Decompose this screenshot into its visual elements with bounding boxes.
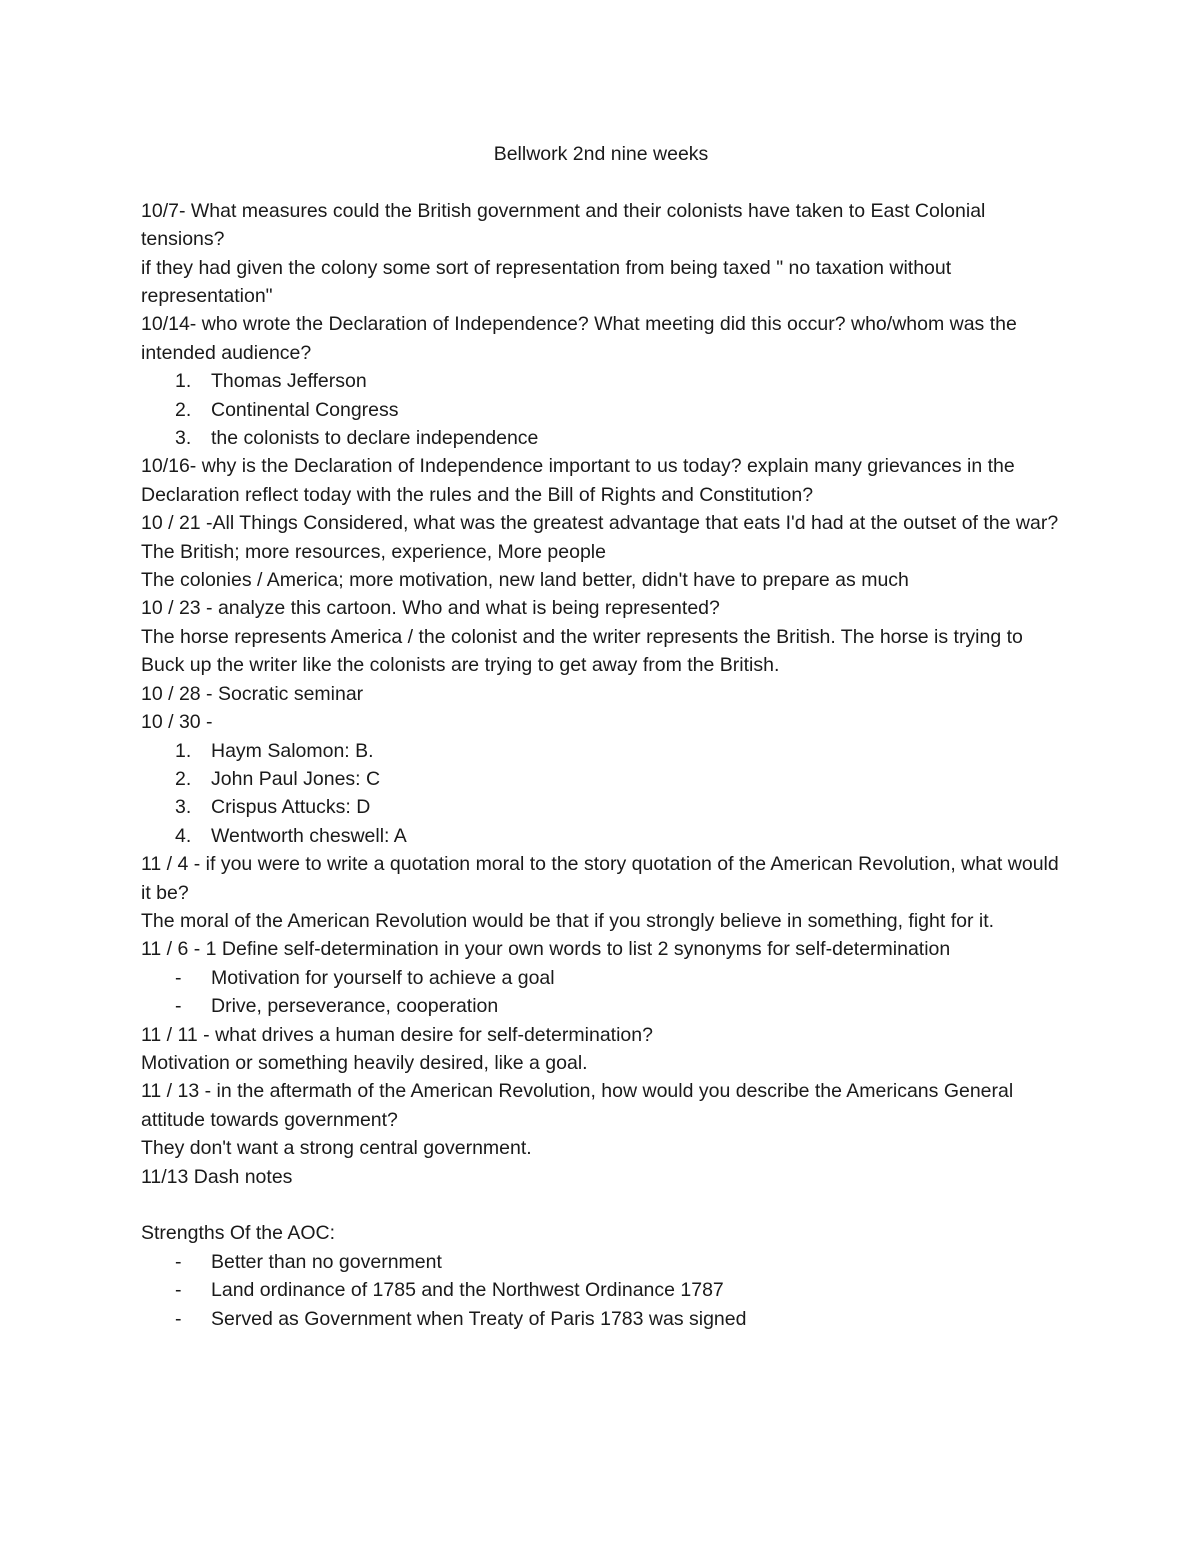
document-body — [141, 140, 1061, 1333]
list-item — [141, 1276, 1061, 1304]
list-item-text: Land ordinance of 1785 and the Northwest Ordinance 1787 — [211, 1279, 724, 1302]
list-marker: 1. — [175, 739, 192, 762]
strengths-heading: Strengths Of the AOC: — [141, 1222, 336, 1245]
question-11-4: 11 / 4 - if you were to write a quotation moral to the story quotation of the American Revolution, what would it be? — [141, 853, 1059, 904]
list-marker: - — [175, 1279, 182, 1302]
list-item — [141, 424, 1061, 452]
list-item-text: John Paul Jones: C — [211, 767, 381, 790]
list-item-text: Motivation for yourself to achieve a goal — [211, 966, 555, 989]
question-11-13: 11 / 13 - in the aftermath of the American Revolution, how would you describe the Americans General attitude towards government? — [141, 1080, 1014, 1131]
list-item-text: Continental Congress — [211, 398, 399, 421]
blank-line — [141, 1191, 1061, 1219]
answer-list-10-14 — [141, 367, 1061, 452]
list-marker: - — [175, 966, 182, 989]
list-marker: 2. — [175, 398, 192, 421]
question-10-23: 10 / 23 - analyze this cartoon. Who and what is being represented? — [141, 597, 720, 620]
answer-11-4: The moral of the American Revolution would be that if you strongly believe in something, fight for it. — [141, 909, 995, 932]
list-item-text: Served as Government when Treaty of Paris 1783 was signed — [211, 1307, 747, 1330]
list-item — [141, 1248, 1061, 1276]
answer-10-21-colonies: The colonies / America; more motivation, new land better, didn't have to prepare as much — [141, 569, 909, 592]
list-item — [141, 964, 1061, 992]
question-10-7: 10/7- What measures could the British government and their colonists have taken to East Colonial tensions? — [141, 199, 986, 251]
page-title: Bellwork 2nd nine weeks — [493, 143, 709, 165]
answer-list-11-6 — [141, 964, 1061, 1021]
list-marker: 3. — [175, 427, 192, 450]
strengths-list — [141, 1248, 1061, 1333]
list-marker: 2. — [175, 767, 192, 790]
list-item — [141, 1305, 1061, 1333]
list-item-text: Crispus Attucks: D — [211, 796, 371, 819]
list-item — [141, 992, 1061, 1020]
list-item — [141, 793, 1061, 821]
list-marker: - — [175, 1250, 182, 1273]
list-marker: 4. — [175, 824, 192, 847]
list-item-text: the colonists to declare independence — [211, 427, 539, 450]
answer-11-13: They don't want a strong central government. — [141, 1137, 532, 1160]
answer-10-21-british: The British; more resources, experience, More people — [141, 540, 606, 563]
list-item — [141, 822, 1061, 850]
entry-10-30: 10 / 30 - — [141, 711, 213, 734]
list-marker: 3. — [175, 796, 192, 819]
list-item — [141, 737, 1061, 765]
question-10-21: 10 / 21 -All Things Considered, what was the greatest advantage that eats I'd had at the outset of the war? — [141, 512, 1059, 535]
question-10-14: 10/14- who wrote the Declaration of Independence? What meeting did this occur? who/whom was the intended audience? — [141, 313, 1017, 364]
answer-10-7: if they had given the colony some sort of representation from being taxed " no taxation without representation" — [141, 256, 952, 308]
list-item-text: Drive, perseverance, cooperation — [211, 995, 499, 1018]
answer-10-23: The horse represents America / the colonist and the writer represents the British. The horse is trying to Buck up the writer like the colonists are trying to get away from the British. — [141, 625, 1023, 677]
list-item-text: Haym Salomon: B. — [211, 739, 374, 762]
list-item-text: Wentworth cheswell: A — [211, 824, 407, 847]
answer-list-10-30 — [141, 737, 1061, 851]
entry-11-13-dash-notes: 11/13 Dash notes — [141, 1165, 293, 1188]
list-item — [141, 765, 1061, 793]
list-item-text: Better than no government — [211, 1250, 442, 1273]
answer-11-11: Motivation or something heavily desired, like a goal. — [141, 1051, 588, 1074]
list-item-text: Thomas Jefferson — [211, 370, 367, 393]
question-10-16: 10/16- why is the Declaration of Independence important to us today? explain many grievances in the Declaration reflect today with the rules and the Bill of Rights and Constitution? — [141, 455, 1015, 506]
question-11-11: 11 / 11 - what drives a human desire for self-determination? — [141, 1023, 653, 1046]
list-marker: - — [175, 995, 182, 1018]
entry-10-28: 10 / 28 - Socratic seminar — [141, 682, 364, 705]
list-marker: 1. — [175, 370, 192, 393]
question-11-6: 11 / 6 - 1 Define self-determination in your own words to list 2 synonyms for self-determination — [141, 938, 951, 961]
list-item — [141, 396, 1061, 424]
list-marker: - — [175, 1307, 182, 1330]
list-item — [141, 367, 1061, 395]
